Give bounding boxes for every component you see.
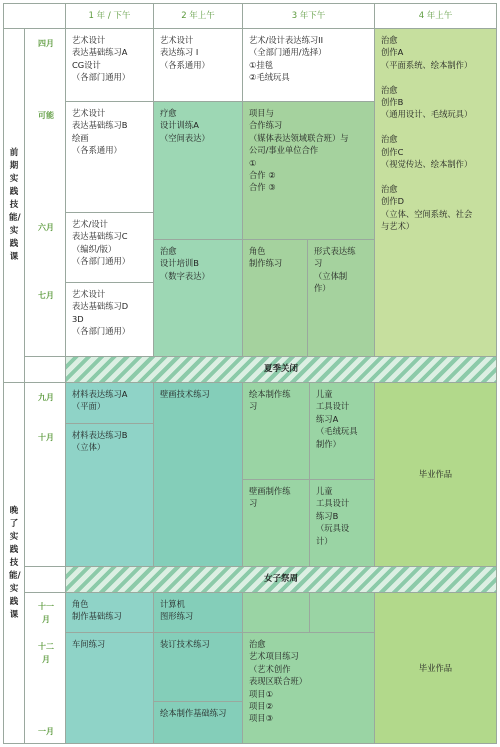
semester-early-label: 前期实践技能/实践课 [3,28,25,383]
month-jan: 一月 [38,727,54,736]
header-year2: 2 年上午 [153,3,243,29]
summer-break-band: 夏季关闭 [65,356,497,383]
early-y1-course-a: 艺术设计 表达基础练习A CG设计 （各部门通用） [65,28,154,102]
early-y2-course-a: 艺术设计 表达练习 I （各系通用） [153,28,243,102]
month-apr: 四月 [38,39,54,48]
early-y3-course-b: 项目与 合作练习 （媒体表达领域联合班）与 公司/事业单位合作 ① 合作 ② 合作 ③ [242,101,375,240]
late-y4-graduation-b: 毕业作品 [374,592,497,744]
early-y3-course-d: 形式表达练 习 （立体制 作） [307,239,375,357]
late-y3-empty-b [309,592,375,633]
late-y4-graduation-a: 毕业作品 [374,382,497,567]
month-nov: 十一月 [38,602,54,624]
late-y3-empty-a [242,592,310,633]
early-y2-course-b: 疗愈 设计训练A （空间表达） [153,101,243,240]
month-jul: 七月 [38,291,54,300]
month-column-late [24,382,66,567]
early-y3-course-a: 艺术/设计表达练习II （全部门通用/选择） ①挂毯 ②毛绒玩具 [242,28,375,102]
late-y3-course-a: 绘本制作练 习 [242,382,310,480]
late-y3-course-c: 壁画制作练 习 [242,479,310,567]
late-y3-course-b: 儿童 工具设计 练习A （毛绒玩具 制作） [309,382,375,480]
month-may: 可能 [38,111,54,120]
early-y1-course-b: 艺术设计 表达基础练习B 绘画 （各系通用） [65,101,154,213]
month-column-early [24,28,66,357]
late-y2-course-c: 装订技术练习 [153,632,243,702]
header-year4: 4 年上午 [374,3,497,29]
late-y1-course-d: 车间练习 [65,632,154,744]
late-y1-course-b: 材料表达练习B （立体） [65,423,154,567]
late-y2-course-a: 壁画技术练习 [153,382,243,567]
festival-break-band: 女子祭周 [65,566,497,593]
early-y3-course-c: 角色 制作练习 [242,239,308,357]
early-y1-course-d: 艺术设计 表达基础练习D 3D （各部门通用） [65,282,154,357]
header-year3: 3 年下午 [242,3,375,29]
header-year1: 1 年 / 下午 [65,3,154,29]
early-y1-course-c: 艺术/设计 表达基础练习C （编织/版） （各部门通用） [65,212,154,283]
late-y1-course-a: 材料表达练习A （平面） [65,382,154,424]
late-y1-course-c: 角色 制作基础练习 [65,592,154,633]
late-y2-course-b: 计算机 图形练习 [153,592,243,633]
early-y4-course-a: 治愈 创作A （平面系统、绘本制作） 治愈 创作B （通用设计、毛绒玩具） 治愈 创作C （视觉传达、绘本制作） 治愈 创作D （立体、空间系统、社会 与艺术） [374,28,497,357]
semester-late-label: 晚了实践技能/实践课 [3,382,25,744]
late-y3-course-d: 儿童 工具设计 练习B （玩具设 计） [309,479,375,567]
early-y2-course-c: 治愈 设计培训B （数字表达） [153,239,243,357]
late-y2-course-d: 绘本制作基础练习 [153,701,243,744]
late-y3-course-e: 治愈 艺术项目练习 （艺术创作 表现区联合班） 项目① 项目② 项目③ [242,632,375,744]
month-dec: 十二月 [38,642,54,664]
month-oct: 十月 [38,433,54,442]
month-jun: 六月 [38,223,54,232]
month-sep: 九月 [38,393,54,402]
corner-cell [3,3,66,29]
